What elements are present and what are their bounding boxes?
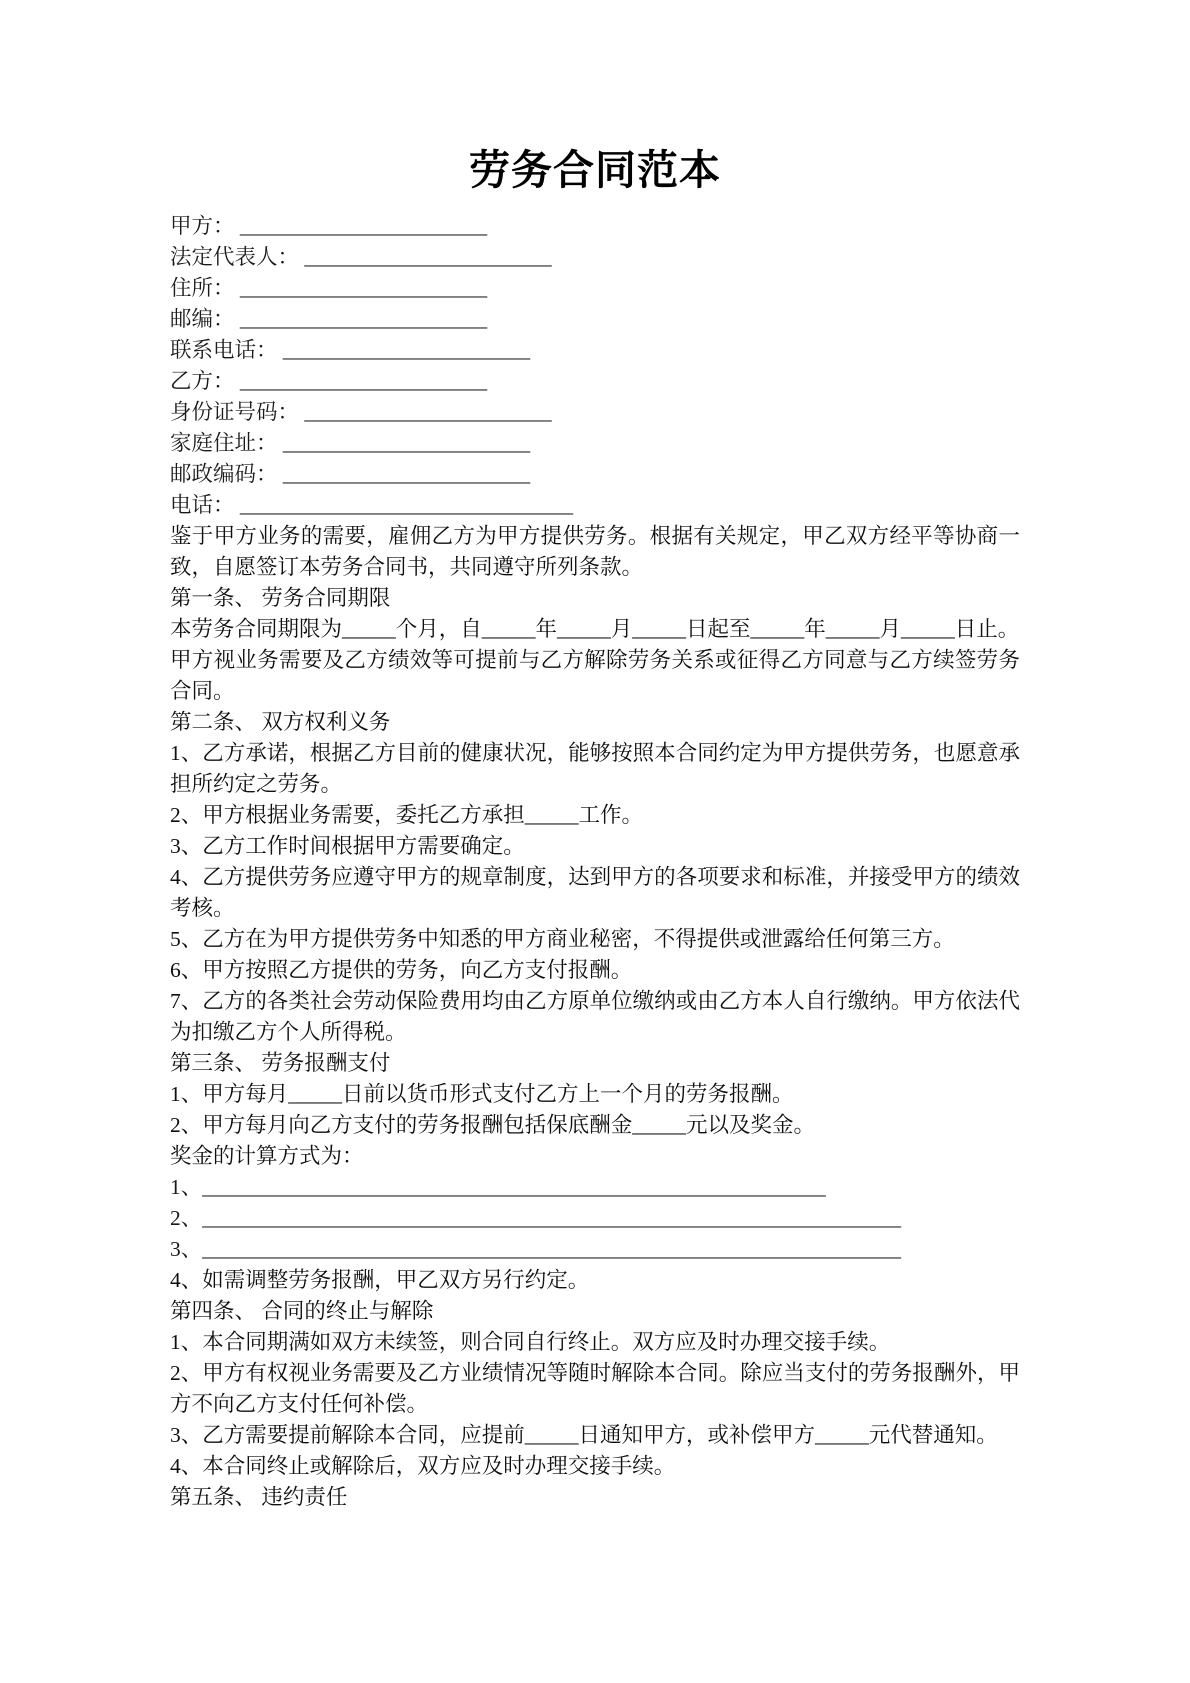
field-residence: 住所： _______________________ <box>170 276 488 300</box>
field-postal-code: 邮政编码： _______________________ <box>170 462 531 486</box>
clause-4-item-4: 4、本合同终止或解除后，双方应及时办理交接手续。 <box>170 1454 676 1478</box>
bonus-blank-1: 1、__________________________________________________________ <box>170 1175 826 1199</box>
clause-3-item-2: 2、甲方每月向乙方支付的劳务报酬包括保底酬金_____元以及奖金。 <box>170 1113 816 1137</box>
bonus-blank-2: 2、_________________________________________________________________ <box>170 1206 902 1230</box>
clause-2-item-4: 4、乙方提供劳务应遵守甲方的规章制度，达到甲方的各项要求和标准，并接受甲方的绩效考核。 <box>170 865 1020 920</box>
field-home-address: 家庭住址： _______________________ <box>170 431 531 455</box>
clause-5-heading: 第五条、 违约责任 <box>170 1485 348 1509</box>
field-contact-phone: 联系电话： _______________________ <box>170 338 531 362</box>
clause-2-item-2: 2、甲方根据业务需要，委托乙方承担_____工作。 <box>170 803 644 827</box>
clause-4-item-3: 3、乙方需要提前解除本合同，应提前_____日通知甲方，或补偿甲方_____元代替通知。 <box>170 1423 998 1447</box>
clause-3-item-4: 4、如需调整劳务报酬，甲乙双方另行约定。 <box>170 1268 590 1292</box>
document-body <box>170 211 1020 1513</box>
clause-1-term: 本劳务合同期限为_____个月，自_____年_____月_____日起至_____年_____月_____日止。 <box>170 617 1020 641</box>
clause-2-heading: 第二条、 双方权利义务 <box>170 710 391 734</box>
field-party-a: 甲方： _______________________ <box>170 214 488 238</box>
clause-4-item-1: 1、本合同期满如双方未续签，则合同自行终止。双方应及时办理交接手续。 <box>170 1330 891 1354</box>
bonus-calculation-label: 奖金的计算方式为： <box>170 1144 364 1168</box>
clause-2-item-1: 1、乙方承诺，根据乙方目前的健康状况，能够按照本合同约定为甲方提供劳务，也愿意承担所约定之劳务。 <box>170 741 1020 796</box>
field-party-b: 乙方： _______________________ <box>170 369 488 393</box>
document-title: 劳务合同范本 <box>469 147 721 193</box>
clause-2-item-7: 7、乙方的各类社会劳动保险费用均由乙方原单位缴纳或由乙方本人自行缴纳。甲方依法代为扣缴乙方个人所得税。 <box>170 989 1020 1044</box>
field-postcode: 邮编： _______________________ <box>170 307 488 331</box>
field-legal-representative: 法定代表人： _______________________ <box>170 245 552 269</box>
field-id-number: 身份证号码： _______________________ <box>170 400 552 424</box>
clause-3-item-1: 1、甲方每月_____日前以货币形式支付乙方上一个月的劳务报酬。 <box>170 1082 794 1106</box>
clause-1-heading: 第一条、 劳务合同期限 <box>170 586 391 610</box>
clause-2-item-3: 3、乙方工作时间根据甲方需要确定。 <box>170 834 525 858</box>
clause-4-item-2: 2、甲方有权视业务需要及乙方业绩情况等随时解除本合同。除应当支付的劳务报酬外，甲方不向乙方支付任何补偿。 <box>170 1361 1020 1416</box>
clause-2-item-6: 6、甲方按照乙方提供的劳务，向乙方支付报酬。 <box>170 958 633 982</box>
bonus-blank-3: 3、_________________________________________________________________ <box>170 1237 902 1261</box>
clause-2-item-5: 5、乙方在为甲方提供劳务中知悉的甲方商业秘密，不得提供或泄露给任何第三方。 <box>170 927 955 951</box>
clause-3-heading: 第三条、 劳务报酬支付 <box>170 1051 391 1075</box>
preamble: 鉴于甲方业务的需要，雇佣乙方为甲方提供劳务。根据有关规定，甲乙双方经平等协商一致，自愿签订本劳务合同书，共同遵守所列条款。 <box>170 524 1020 579</box>
clause-1-early-termination: 甲方视业务需要及乙方绩效等可提前与乙方解除劳务关系或征得乙方同意与乙方续签劳务合同。 <box>170 648 1020 703</box>
field-phone: 电话： _______________________________ <box>170 493 574 517</box>
clause-4-heading: 第四条、 合同的终止与解除 <box>170 1299 434 1323</box>
